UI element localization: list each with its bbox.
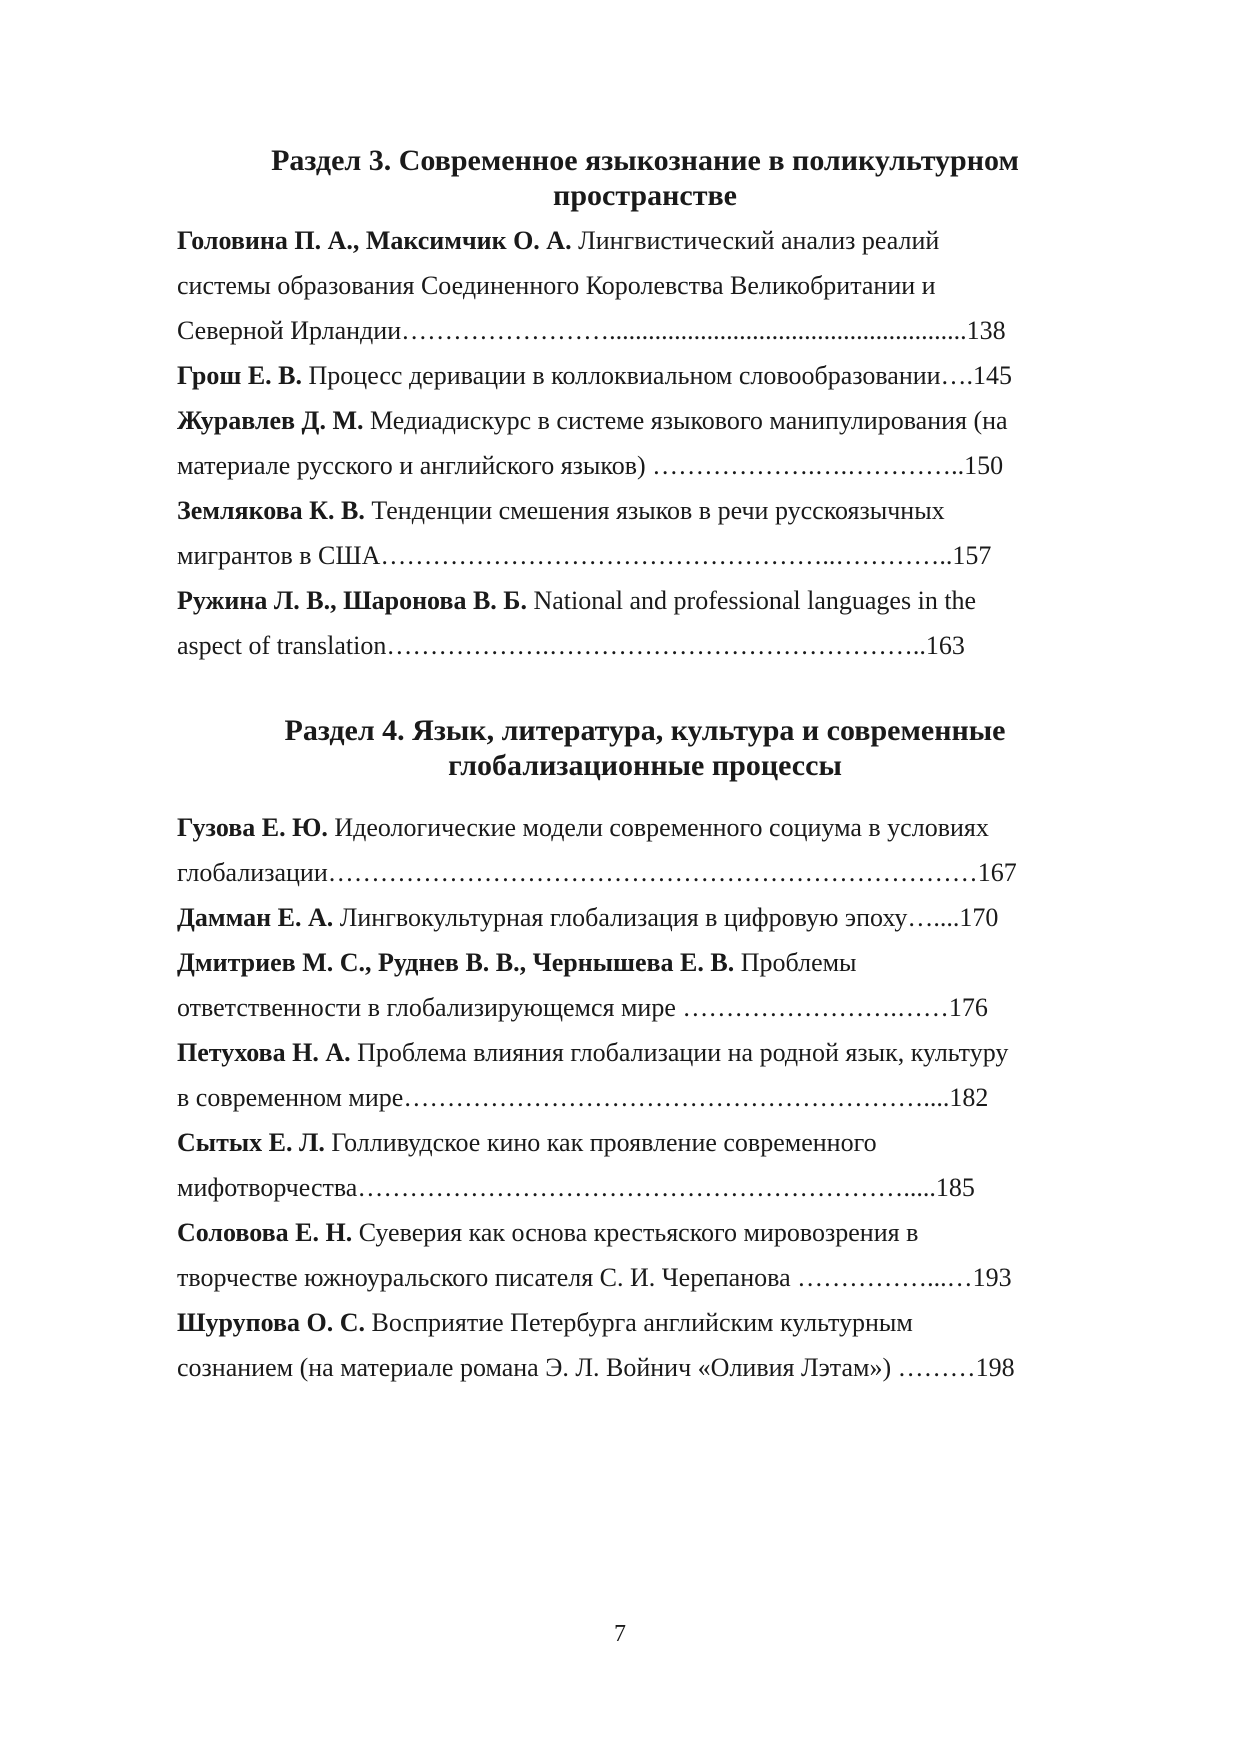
toc-entry-line: aspect of translation……………….……………………………………..163 — [177, 631, 965, 660]
toc-entry-line: мигрантов в США……………………………………………..…………..157 — [177, 541, 992, 570]
toc-entry-title: Медиадискурс в системе языкового манипулирования (на — [369, 406, 1008, 435]
section-4-title-line-1: Раздел 4. Язык, литература, культура и современные — [284, 714, 1006, 747]
toc-entry-author: Головина П. А., Максимчик О. А. — [177, 226, 572, 255]
toc-entry-sytykh — [177, 1128, 1117, 1158]
section-3-title-line-2: пространстве — [553, 179, 737, 212]
section-4-title-line-2: глобализационные процессы — [448, 749, 842, 782]
toc-entry-author: Гузова Е. Ю. — [177, 813, 328, 842]
toc-entry-line: творчестве южноуральского писателя С. И. Черепанова ……………...…193 — [177, 1263, 1012, 1292]
toc-entry-dmitriev — [177, 948, 1117, 978]
toc-entry-title: National and professional languages in the — [533, 586, 977, 615]
toc-entry-ruzhina — [177, 586, 1117, 616]
toc-entry-author: Журавлев Д. М. — [177, 406, 364, 435]
toc-entry-line: Северной Ирландии…………………….......................................................138 — [177, 316, 1006, 345]
toc-entry-author: Дамман Е. А. — [177, 903, 334, 932]
toc-entry-author: Сытых Е. Л. — [177, 1128, 325, 1157]
toc-entry-title: Процесс деривации в коллоквиальном словообразовании….145 — [308, 361, 1013, 390]
toc-entry-title: Тенденции смешения языков в речи русскоязычных — [371, 496, 945, 525]
toc-entry-solovova — [177, 1218, 1117, 1248]
toc-entry-title: Лингвистический анализ реалий — [578, 226, 940, 255]
section-4-title — [175, 713, 1115, 783]
toc-entry-title: Проблемы — [740, 948, 857, 977]
toc-entry-title: Проблема влияния глобализации на родной язык, культуру — [357, 1038, 1009, 1067]
toc-entry-author: Петухова Н. А. — [177, 1038, 351, 1067]
section-3-title-line-1: Раздел 3. Современное языкознание в поликультурном — [271, 144, 1019, 177]
toc-entry-zhuravlev — [177, 406, 1117, 436]
toc-entry-golovina — [177, 226, 1117, 256]
toc-entry-zemlyakova — [177, 496, 1117, 526]
toc-entry-line: ответственности в глобализирующемся мире …………………….……176 — [177, 993, 988, 1022]
toc-entry-author: Соловова Е. Н. — [177, 1218, 353, 1247]
toc-entry-grosh — [177, 361, 1117, 391]
toc-entry-author: Шурупова О. С. — [177, 1308, 366, 1337]
toc-entry-line: мифотворчества……………………………………………………….....185 — [177, 1173, 975, 1202]
toc-entry-title: Голливудское кино как проявление современного — [331, 1128, 877, 1157]
toc-entry-author: Грош Е. В. — [177, 361, 302, 390]
toc-entry-author: Землякова К. В. — [177, 496, 365, 525]
toc-entry-petukhova — [177, 1038, 1117, 1068]
toc-entry-author: Дмитриев М. С., Руднев В. В., Чернышева Е. В. — [177, 948, 735, 977]
toc-entry-damman — [177, 903, 1117, 933]
toc-entry-title: Суеверия как основа крестьяского мировозрения в — [358, 1218, 919, 1247]
toc-entry-line: материале русского и английского языков) ……………….….…………..150 — [177, 451, 1004, 480]
toc-entry-author: Ружина Л. В., Шаронова В. Б. — [177, 586, 527, 615]
toc-entry-shurupova — [177, 1308, 1117, 1338]
toc-entry-line: системы образования Соединенного Королевства Великобритании и — [177, 271, 936, 300]
toc-entry-line: глобализации…………………………………………………………………167 — [177, 858, 1017, 887]
toc-entry-title: Восприятие Петербурга английским культурным — [371, 1308, 913, 1337]
toc-entry-guzova — [177, 813, 1117, 843]
toc-entry-title: Идеологические модели современного социума в условиях — [334, 813, 989, 842]
page-number: 7 — [614, 1621, 626, 1647]
toc-entry-title: Лингвокультурная глобализация в цифровую эпоху…....170 — [339, 903, 999, 932]
section-3-title — [175, 143, 1115, 213]
toc-entry-line: в современном мире……………………………………………………....182 — [177, 1083, 989, 1112]
toc-entry-line: сознанием (на материале романа Э. Л. Войнич «Оливия Лэтам») ………198 — [177, 1353, 1015, 1382]
